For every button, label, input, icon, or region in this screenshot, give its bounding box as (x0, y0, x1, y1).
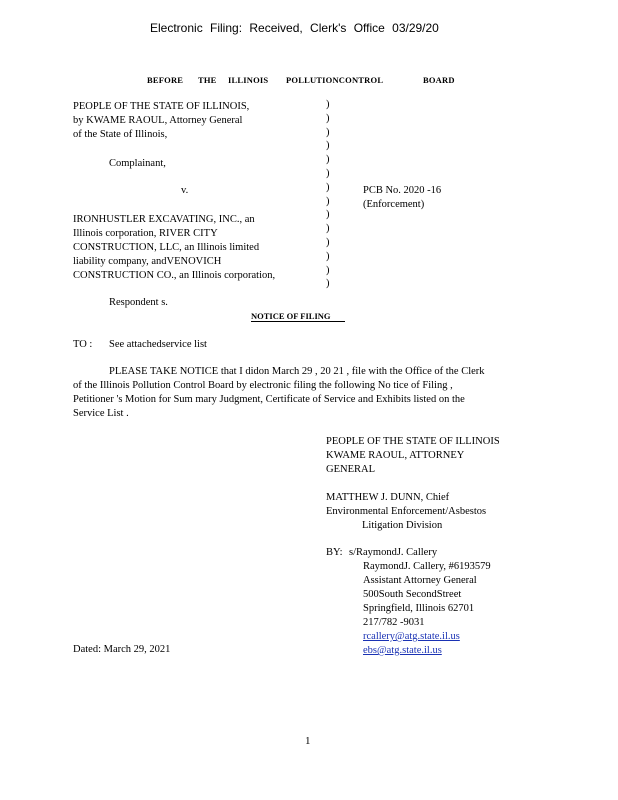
paren: ) (326, 140, 330, 152)
defendant-line: IRONHUSTLER EXCAVATING, INC., an (73, 214, 255, 225)
page-number: 1 (305, 735, 311, 747)
respondents-label: Respondent s. (109, 297, 168, 308)
to-value: See attachedservice list (109, 339, 207, 350)
email-link-ebs[interactable]: ebs@atg.state.il.us (363, 645, 442, 656)
party-line: KWAME RAOUL, ATTORNEY (326, 450, 465, 461)
defendant-line: liability company, andVENOVICH (73, 256, 222, 267)
signature-chief (326, 491, 486, 533)
email-link-rcallery[interactable]: rcallery@atg.state.il.us (363, 631, 460, 642)
paren: ) (326, 195, 330, 207)
board-title-illinois: ILLINOIS (228, 75, 269, 85)
paren: ) (326, 167, 330, 179)
paren: ) (326, 278, 330, 290)
chief-line: MATTHEW J. DUNN, Chief (326, 492, 450, 503)
chief-line: Environmental Enforcement/Asbestos (326, 506, 487, 517)
body-line-1: PLEASE TAKE NOTICE that I didon March 29 , 20 21 , file with the Office of the Clerk (109, 366, 485, 377)
attorney-block (363, 560, 491, 658)
paren: ) (326, 264, 330, 276)
paren: ) (326, 154, 330, 166)
paren: ) (326, 250, 330, 262)
complainant-label: Complainant, (109, 158, 166, 169)
notice-title: NOTICE OF FILING (251, 311, 345, 322)
party-line: GENERAL (326, 464, 375, 475)
by-signature: s/RaymondJ. Callery (349, 547, 438, 558)
paren: ) (326, 126, 330, 138)
paren: ) (326, 99, 330, 110)
plaintiff-line: by KWAME RAOUL, Attorney General (73, 115, 243, 126)
paren: ) (326, 223, 330, 235)
paren: ) (326, 209, 330, 221)
attorney-line: RaymondJ. Callery, #6193579 (363, 561, 491, 572)
signature-party (326, 435, 500, 477)
paren: ) (326, 181, 330, 193)
defendant-line: CONSTRUCTION CO., an Illinois corporation, (73, 270, 276, 281)
attorney-line: 217/782 -9031 (363, 617, 425, 628)
board-title-the: THE (198, 75, 217, 85)
plaintiff-caption (73, 100, 249, 142)
versus-label: v. (181, 185, 189, 196)
attorney-line: Springfield, Illinois 62701 (363, 603, 475, 614)
board-title-before: BEFORE (147, 75, 184, 85)
defendant-line: Illinois corporation, RIVER CITY (73, 228, 218, 239)
defendant-caption (73, 213, 275, 283)
plaintiff-line: PEOPLE OF THE STATE OF ILLINOIS, (73, 101, 250, 112)
chief-line: Litigation Division (362, 520, 443, 531)
body-line-2: of the Illinois Pollution Control Board by electronic filing the following No tice of Filing , (73, 380, 453, 391)
caption-parentheses (326, 98, 330, 291)
party-line: PEOPLE OF THE STATE OF ILLINOIS (326, 436, 500, 447)
defendant-line: CONSTRUCTION, LLC, an Illinois limited (73, 242, 260, 253)
case-type: (Enforcement) (363, 199, 425, 210)
dated-line: Dated: March 29, 2021 (73, 644, 171, 655)
attorney-line: 500South SecondStreet (363, 589, 462, 600)
board-title-pollution-control: POLLUTIONCONTROL (286, 75, 384, 85)
body-line-4: Service List . (73, 408, 129, 419)
board-title-board: BOARD (423, 75, 455, 85)
to-label: TO : (73, 339, 93, 350)
body-line-3: Petitioner 's Motion for Sum mary Judgment, Certificate of Service and Exhibits listed on the (73, 394, 465, 405)
paren: ) (326, 112, 330, 124)
paren: ) (326, 236, 330, 248)
case-number: PCB No. 2020 -16 (363, 185, 442, 196)
plaintiff-line: of the State of Illinois, (73, 129, 168, 140)
attorney-line: Assistant Attorney General (363, 575, 477, 586)
filing-stamp: Electronic Filing: Received, Clerk's Office 03/29/20 (150, 21, 439, 35)
by-label: BY: (326, 547, 343, 558)
